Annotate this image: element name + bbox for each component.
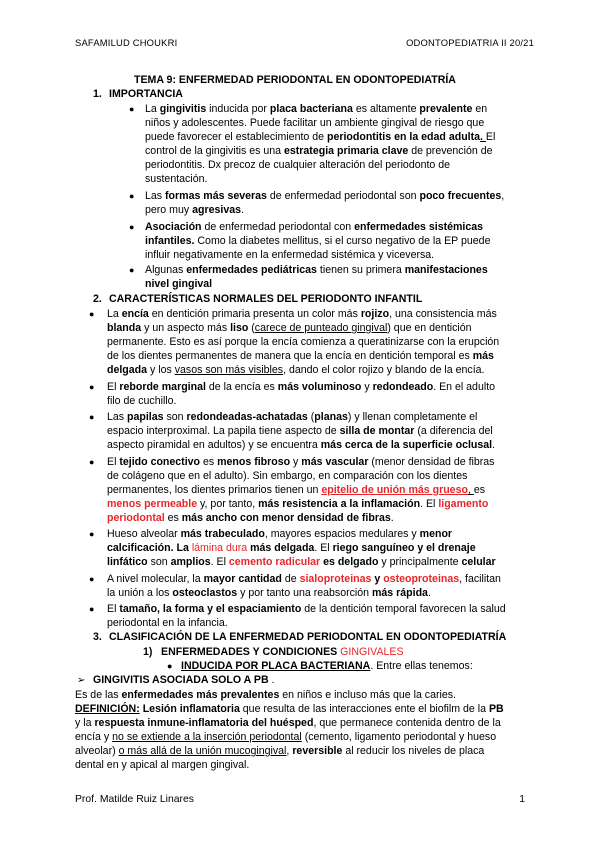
text-run: en niños e incluso más que la caries. [279,689,457,701]
text-run: mayor cantidad [203,573,282,585]
text-line [107,395,177,408]
text-run: espacio interproximal. La papila tiene aspecto de [107,425,340,437]
text-run: más [472,350,494,362]
text-line [107,411,477,424]
text-run: sustentación. [145,173,208,185]
text-run: periodontal en la infancia. [107,617,228,629]
text-run: . [480,131,486,143]
text-run: vasos son más visibles [174,364,284,376]
page-number: 1 [519,794,525,805]
text-run: no se extiende a la inserción periodontal [112,731,302,743]
text-line [109,293,422,306]
text-run: Hueso alveolar [107,528,181,540]
text-run: celular [461,556,496,568]
bullet-marker: ● [129,265,135,275]
text-line [145,159,450,172]
text-run: enfermedades más prevalentes [121,689,280,701]
text-line [107,439,495,452]
bullet-marker: ● [89,604,95,614]
bullet-marker: ● [89,309,95,319]
page-header-left: SAFAMILUD CHOUKRI [75,37,178,48]
text-run: PB [488,703,504,715]
text-run: es delgado [323,556,379,568]
text-run: epitelio de unión más grueso [321,484,468,496]
text-line [107,498,488,511]
text-run: sialoproteinas [299,573,372,585]
text-run: alveolar) [75,745,119,757]
text-run: son [163,411,187,423]
text-run: periodontitis en la edad adulta [326,131,481,143]
text-line [107,512,394,525]
text-line [107,350,494,363]
text-run: , mayores espacios medulares y [264,528,420,540]
text-run: es [200,456,218,468]
text-run: (cemento, ligamento periodontal y hueso [301,731,497,743]
text-run: ligamento [438,498,489,510]
text-run: periodontal [107,512,165,524]
text-run: inducida por [206,103,270,115]
text-line [107,556,496,569]
text-run: de la encía es [205,381,278,393]
text-run: aspecto piramidal en adultos) y se encuentra [107,439,321,451]
text-line [143,646,152,659]
text-run: son [147,556,171,568]
text-run: Asociación [145,221,202,233]
text-line [93,293,102,306]
text-run: , [467,484,474,496]
text-run: y [290,456,302,468]
text-line [145,235,490,248]
text-run: , una consistencia más [389,308,497,320]
text-run: linfático [107,556,148,568]
text-run: osteoproteinas [383,573,460,585]
text-run: . Entre ellas tenemos: [370,660,473,672]
text-line [145,204,244,217]
text-line [145,190,504,203]
text-line [107,484,485,497]
text-run: ( [307,411,315,423]
text-run: y por tanto una reabsorción [237,587,372,599]
text-run: IMPORTANCIA [109,88,183,100]
text-line [93,88,102,101]
text-run: más voluminoso [277,381,362,393]
text-run: tienen su primera [316,264,405,276]
text-run: delgada [107,364,148,376]
text-line [145,264,488,277]
text-run: menos permeable [107,498,198,510]
text-line [75,717,501,730]
text-line [145,249,434,262]
text-line [134,74,456,87]
text-run: gingivitis [159,103,207,115]
text-run: amplios [170,556,211,568]
text-run: (a diferencia del [414,425,493,437]
bullet-marker: ● [89,382,95,392]
arrow-bullet-icon: ➢ [77,675,86,686]
text-run: La [176,542,192,554]
text-run: Algunas [145,264,187,276]
bullet-marker: ● [89,574,95,584]
text-run: reborde marginal [119,381,206,393]
text-line [107,603,506,616]
text-run: agresivas [192,204,241,216]
text-line [107,573,501,586]
text-run: ENFERMEDADES Y CONDICIONES [161,646,341,658]
text-line [145,131,495,144]
text-run: pero muy [145,204,193,216]
bullet-marker: ● [129,222,135,232]
text-run: . [268,674,275,686]
text-run: , que permanece contenida dentro de la [313,717,501,729]
text-run: . [241,204,244,216]
text-run: manifestaciones [404,264,488,276]
text-run: CLASIFICACIÓN DE LA ENFERMEDAD PERIODONTAL EN ODONTOPEDIATRÍA [109,631,507,643]
text-line [145,221,483,234]
text-run: 3. [93,631,102,643]
text-line [145,145,492,158]
text-run: es [473,484,486,496]
text-run: . [427,587,431,599]
text-run: control de la gingivitis es una [145,145,284,157]
bullet-marker: ● [167,661,173,671]
text-line [145,278,212,291]
text-run: más trabeculado [180,528,265,540]
text-run: liso [230,322,249,334]
text-run: . En el adulto [433,381,496,393]
text-run: El [107,456,120,468]
text-run: poco frecuentes [419,190,502,202]
bullet-marker: ● [129,191,135,201]
text-run: y [361,381,373,393]
text-run: , dando el color rojizo y blando de la encía. [283,364,485,376]
text-run: encía y [75,731,113,743]
text-run: que resulta de las interacciones ente el biofilm de la [239,703,489,715]
text-line [145,117,484,130]
text-run: de colágeno que en el adulto). Sin embargo, en comparación con los dientes [107,470,468,482]
text-run: cemento radicular [228,556,321,568]
text-run: y la [75,717,95,729]
text-run: , [501,190,505,202]
text-run: Lesión inflamatoria [142,703,240,715]
text-line [107,528,452,541]
text-run: . [492,439,496,451]
text-run: respuesta inmune-inflamatoria del huésped [94,717,314,729]
text-line [75,703,504,716]
text-run: Las [107,411,128,423]
text-run: más ancho con menor densidad de fibras [181,512,391,524]
text-run: ) y llenan completamente el [347,411,478,423]
text-line [107,308,497,321]
text-run: es altamente [352,103,420,115]
text-run: El [485,131,496,143]
bullet-marker: ● [89,412,95,422]
text-run: más cerca de la superficie oclusal [320,439,493,451]
text-run: El [107,381,120,393]
text-line [107,425,493,438]
text-line [109,631,506,644]
page-header-right: ODONTOPEDIATRIA II 20/21 [406,37,534,48]
text-run: lámina dura [191,542,248,554]
bullet-marker: ● [89,457,95,467]
text-run: puede favorecer el establecimiento de [145,131,327,143]
text-run: tamaño, la forma y el espaciamiento [119,603,302,615]
text-run: placa bacteriana [269,103,353,115]
text-run: enfermedades sistémicas [354,221,484,233]
text-run: menor [419,528,453,540]
text-run: tejido conectivo [119,456,201,468]
text-run: . El [420,498,439,510]
text-line [107,336,499,349]
text-run: de los dientes permanentes de manera que la encía en dentición temporal es [107,350,473,362]
text-line [107,456,494,469]
text-run: redondeadas-achatadas [186,411,308,423]
text-run: de la dentición temporal favorecen la salud [301,603,506,615]
text-line [75,745,484,758]
text-run: permanente. Esto es así porque la encía comienza a queratinizarse con la erupción [107,336,500,348]
text-run: planas [314,411,348,423]
bullet-marker: ● [129,104,135,114]
text-line [161,646,404,659]
text-run: de enfermedad periodontal con [201,221,355,233]
text-line [75,689,456,702]
text-run: carece de punteado gingival [254,322,388,334]
text-run: infantiles. [145,235,195,247]
text-line [75,759,249,772]
text-run: más resistencia a la inflamación [258,498,421,510]
text-run: periodontitis. Dx precoz de cualquier alteración del periodonto de [145,159,451,171]
text-run: DEFINICIÓN: [75,703,140,715]
text-run: en [472,103,488,115]
text-run: Es de las [75,689,122,701]
text-run: INDUCIDA POR PLACA BACTERIANA [181,660,371,672]
bullet-marker: ● [89,529,95,539]
text-line [107,617,228,630]
text-run: de [281,573,300,585]
text-run: de enfermedad periodontal son [266,190,420,202]
text-run: y, por tanto, [197,498,259,510]
text-run: , facilitan [459,573,501,585]
text-run: La [145,103,160,115]
text-run: , [286,745,293,757]
text-run: prevalente [419,103,473,115]
page-footer-author: Prof. Matilde Ruiz Linares [75,794,194,805]
text-line [93,674,274,687]
text-run: de prevención de [408,145,493,157]
text-run: rojizo [360,308,390,320]
text-line [75,731,496,744]
text-run: permanentes, los dientes primarios tienen un [107,484,322,496]
text-run: más vascular [301,456,369,468]
text-run: nivel gingival [145,278,213,290]
text-run: . El [210,556,229,568]
text-run: y los [147,364,175,376]
text-run: encía [121,308,149,320]
text-run: La [107,308,122,320]
text-run: y principalmente [378,556,462,568]
text-run: CARACTERÍSTICAS NORMALES DEL PERIODONTO INFANTIL [109,293,423,305]
text-line [93,631,102,644]
text-run: formas más severas [165,190,267,202]
text-run: TEMA 9: ENFERMEDAD PERIODONTAL EN ODONTOPEDIATRÍA [134,74,456,86]
text-run: redondeado [372,381,434,393]
text-line [107,364,484,377]
text-run: blanda [107,322,142,334]
text-run: GINGIVITIS ASOCIADA SOLO A PB [93,674,269,686]
text-run: (menor densidad de fibras [368,456,495,468]
text-run: más rápida [372,587,428,599]
text-line [107,542,476,555]
text-run: en dentición primaria presenta un color más [148,308,361,320]
text-run: Como la diabetes mellitus, si el curso negativo de la EP puede [194,235,491,247]
text-line [145,173,207,186]
text-run: filo de cuchillo. [107,395,177,407]
text-run: 2. [93,293,102,305]
text-run: estrategia primaria clave [283,145,409,157]
text-run: ( [248,322,255,334]
text-run: influir negativamente en la enfermedad sistémica y viceversa. [145,249,435,261]
text-run: y un aspecto más [141,322,231,334]
text-run: papilas [127,411,164,423]
text-run: El [107,603,120,615]
text-run: y [374,573,381,585]
text-run: la unión a los [107,587,173,599]
text-run: al reducir los niveles de placa [342,745,485,757]
text-run: A nivel molecular, la [107,573,204,585]
text-line [107,470,467,483]
text-run: es [164,512,182,524]
text-line [181,660,473,673]
text-line [145,103,487,116]
text-line [107,381,495,394]
text-run: niños y adolescentes. Puede facilitar un ambiente gingival de riesgo que [145,117,485,129]
text-line [107,587,431,600]
text-run: ) que en dentición [387,322,472,334]
text-run: menos fibroso [217,456,291,468]
text-run: silla de montar [339,425,415,437]
text-line [109,88,183,101]
text-run: . El [314,542,333,554]
text-line [107,322,472,335]
text-run: calcificación. [107,542,174,554]
text-run: . [390,512,394,524]
text-run: dental en y apical al margen gingival. [75,759,250,771]
text-run: 1. [93,88,102,100]
text-run: más delgada [250,542,315,554]
text-run: o más allá de la unión mucogingival [118,745,287,757]
text-run: osteoclastos [172,587,238,599]
text-run: Las [145,190,166,202]
text-run: riego sanguíneo y el drenaje [332,542,476,554]
text-run: GINGIVALES [340,646,404,658]
text-run: enfermedades pediátricas [186,264,317,276]
text-run: 1) [143,646,153,658]
text-run: reversible [292,745,343,757]
